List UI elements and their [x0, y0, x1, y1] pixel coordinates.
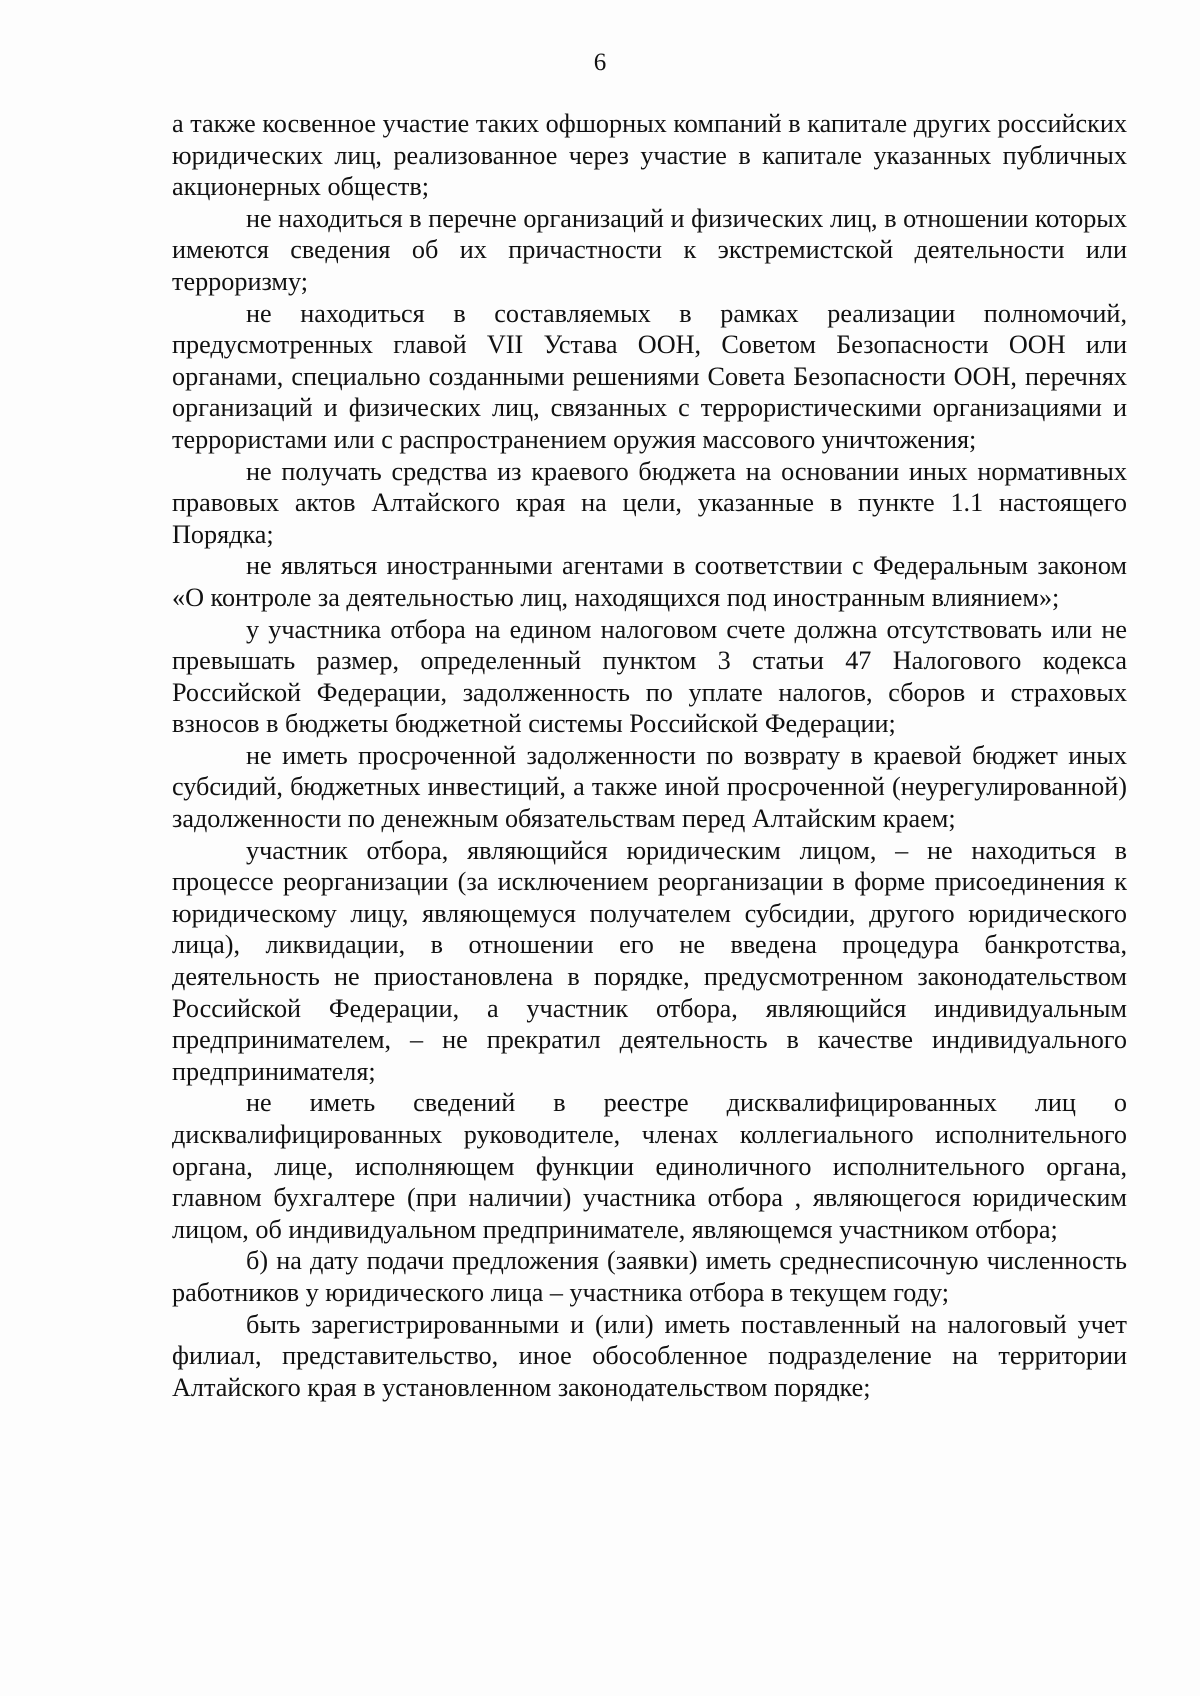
paragraph-tax-debt: у участника отбора на едином налоговом счете должна отсутствовать или не превышать размер, определенный пунктом 3 статьи 47 Налогового кодекса Российской Федерации, задолженность по уплате налогов, сборов и страховых взносов в бюджеты бюджетной системы Российской Федерации; — [172, 614, 1127, 739]
page-number: 6 — [593, 49, 607, 76]
paragraph-un-security-council-list: не находиться в составляемых в рамках реализации полномочий, предусмотренных главой VII Устава ООН, Советом Безопасности ООН или органами, специально созданными решениями Совета Безопасности ООН, перечнях организаций и физических лиц, связанных с террористическими организациями и террористами или с распространением оружия массового уничтожения; — [172, 298, 1127, 454]
paragraph-reorganization-liquidation: участник отбора, являющийся юридическим лицом, – не находиться в процессе реорганизации (за исключением реорганизации в форме присоединения к юридическому лицу, являющемуся получателем субсидии, другого юридического лица), ликвидации, в отношении его не введена процедура банкротства, деятельность не приостановлена в порядке, предусмотренном законодательством Российской Федерации, а участник отбора, являющийся индивидуальным предпринимателем, – не прекратил деятельность в качестве индивидуального предпринимателя; — [172, 835, 1127, 1086]
paragraph-overdue-debt: не иметь просроченной задолженности по возврату в краевой бюджет иных субсидий, бюджетных инвестиций, а также иной просроченной (неурегулированной) задолженности по денежным обязательствам перед Алтайским краем; — [172, 740, 1127, 834]
paragraph-offshore-participation: а также косвенное участие таких офшорных компаний в капитале других российских юридических лиц, реализованное через участие в капитале указанных публичных акционерных обществ; — [172, 109, 1127, 202]
paragraph-extremism-list: не находиться в перечне организаций и физических лиц, в отношении которых имеются сведения об их причастности к экстремистской деятельности или терроризму; — [172, 203, 1127, 296]
paragraph-foreign-agents: не являться иностранными агентами в соответствии с Федеральным законом «О контроле за деятельностью лиц, находящихся под иностранным влиянием»; — [172, 551, 1127, 612]
paragraph-registration: быть зарегистрированными и (или) иметь поставленный на налоговый учет филиал, представительство, иное обособленное подразделение на территории Алтайского края в установленном законодательством порядке; — [172, 1309, 1127, 1402]
paragraph-regional-budget-funds: не получать средства из краевого бюджета на основании иных нормативных правовых актов Алтайского края на цели, указанные в пункте 1.1 настоящего Порядка; — [172, 456, 1127, 549]
paragraph-disqualified-persons: не иметь сведений в реестре дисквалифицированных лиц о дисквалифицированных руководителе, членах коллегиального исполнительного органа, лице, исполняющем функции единоличного исполнительного органа, главном бухгалтере (при наличии) участника отбора , являющегося юридическим лицом, об индивидуальном предпринимателе, являющемся участником отбора; — [172, 1088, 1127, 1244]
document-body — [172, 108, 1127, 1403]
paragraph-headcount: б) на дату подачи предложения (заявки) иметь среднесписочную численность работников у юридического лица – участника отбора в текущем году; — [172, 1246, 1127, 1307]
